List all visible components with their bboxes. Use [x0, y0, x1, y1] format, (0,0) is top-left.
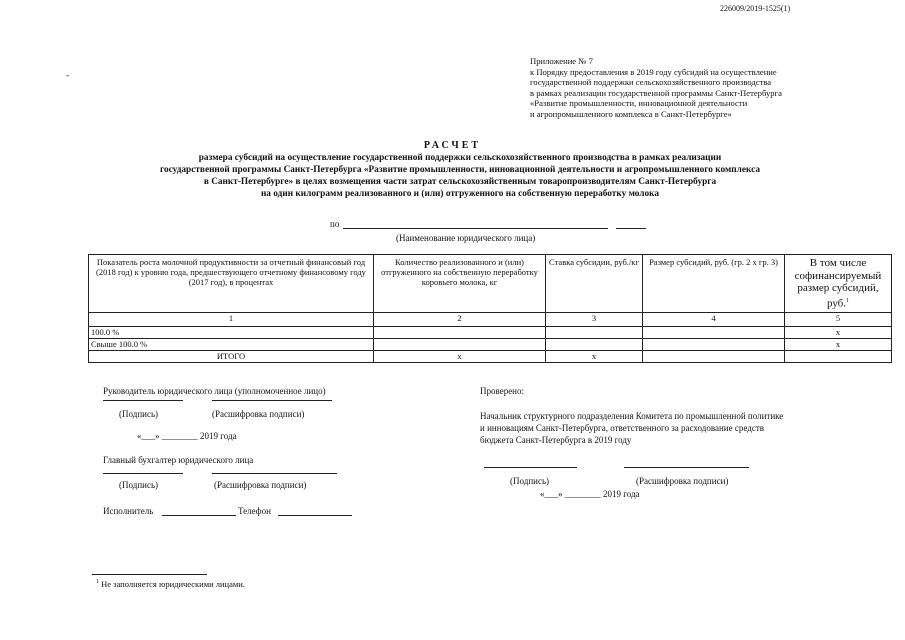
checker-org-line: Начальник структурного подразделения Комитета по промышленной политике [480, 411, 784, 421]
header-cofinanced-amount: В том числе софинансируемый размер субсидий, руб.$^1$ [785, 255, 892, 313]
calculation-table [88, 254, 892, 363]
head-sign-line[interactable] [103, 400, 183, 401]
appendix-line: Приложение № 7 [530, 56, 593, 66]
column-number: 1 [89, 312, 374, 326]
table-cell[interactable] [546, 338, 643, 350]
column-number: 3 [546, 312, 643, 326]
table-cell[interactable] [785, 350, 892, 362]
accountant-sign-label: (Подпись) [119, 480, 159, 490]
entity-name-row [330, 219, 646, 229]
head-date: «___» ________ 2019 года [137, 431, 237, 441]
accountant-decode-label: (Расшифровка подписи) [214, 480, 307, 490]
table-cell: x [374, 350, 546, 362]
phone-label: Телефон [238, 506, 271, 516]
accountant-sign-line[interactable] [103, 473, 183, 474]
head-title: Руководитель юридического лица (уполномоченное лицо) [103, 386, 326, 396]
row-label: ИТОГО [89, 350, 374, 362]
row-label: Свыше 100.0 % [89, 338, 374, 350]
table-cell[interactable] [643, 326, 785, 338]
table-cell[interactable] [374, 338, 546, 350]
appendix-line: к Порядку предоставления в 2019 году субсидий на осуществление [530, 66, 777, 77]
checker-sign-line[interactable] [484, 467, 577, 468]
table-cell[interactable] [643, 338, 785, 350]
phone-line[interactable] [278, 515, 352, 516]
head-sign-label: (Подпись) [119, 409, 159, 419]
table-row [89, 326, 892, 338]
header-growth-indicator: Показатель роста молочной продуктивности за отчетный финансовый год (2018 год) к уровню года, предшествующего отчетному финансовому году (2017 год), в процентах [89, 255, 374, 313]
document-subtitle [60, 152, 860, 200]
checker-org-line: бюджета Санкт-Петербурга в 2019 году [480, 435, 632, 445]
po-label: по [330, 219, 340, 229]
head-decode-label: (Расшифровка подписи) [212, 409, 305, 419]
checker-sign-label: (Подпись) [510, 476, 550, 486]
column-number: 4 [643, 312, 785, 326]
checker-decode-label: (Расшифровка подписи) [636, 476, 729, 486]
accountant-title: Главный бухгалтер юридического лица [103, 455, 254, 465]
table-cell[interactable] [374, 326, 546, 338]
entity-name-caption: (Наименование юридического лица) [396, 233, 536, 243]
document-id: 226009/2019-1525(1) [720, 4, 791, 13]
column-number: 2 [374, 312, 546, 326]
table-cell[interactable] [546, 326, 643, 338]
entity-name-field[interactable] [343, 219, 608, 229]
checker-org [480, 410, 783, 446]
footnote-mark: 1 [96, 579, 99, 586]
footnote: $^1$ Не заполняется юридическими лицами. [96, 579, 245, 589]
checker-date: «___» ________ 2019 года [540, 489, 640, 499]
header-milk-quantity: Количество реализованного и (или) отгруженного на собственную переработку коровьего молока, кг [374, 255, 546, 313]
table-row-total [89, 350, 892, 362]
checked-label: Проверено: [480, 386, 525, 396]
subtitle-line: на один килограмм реализованного и (или) отгруженного на собственную переработку молока [260, 189, 660, 199]
document-title: РАСЧЕТ [423, 140, 482, 151]
table-cell[interactable] [643, 350, 785, 362]
checker-org-line: и инновациям Санкт-Петербурга, ответственного за расходование средств [480, 423, 764, 433]
appendix-line: «Развитие промышленности, инновационной деятельности [530, 98, 748, 109]
subtitle-line: государственной программы Санкт-Петербурга «Развитие промышленности, инновационной деятельности и агропромышленного комплекса [160, 165, 760, 175]
subtitle-line: в Санкт-Петербурге» в целях возмещения части затрат сельскохозяйственным товаропроизводителям Санкт-Петербурга [203, 177, 717, 187]
subtitle-line: размера субсидий на осуществление государственной поддержки сельскохозяйственного производства в рамках реализации [198, 153, 722, 163]
head-decode-line[interactable] [212, 400, 332, 401]
footnote-mark: 1 [846, 297, 850, 304]
entity-name-field-tail [616, 219, 646, 229]
header-subsidy-amount: Размер субсидий, руб. (гр. 2 х гр. 3) [643, 255, 785, 313]
header-subsidy-rate: Ставка субсидии, руб./кг [546, 255, 643, 313]
appendix-line: в рамках реализации государственной программы Санкт-Петербурга [530, 87, 782, 98]
table-cell: x [546, 350, 643, 362]
appendix-line: государственной поддержки сельскохозяйственного производства [530, 77, 772, 88]
table-cell: x [785, 326, 892, 338]
checker-decode-line[interactable] [624, 467, 749, 468]
appendix-block [530, 56, 782, 120]
accountant-decode-line[interactable] [212, 473, 337, 474]
column-number: 5 [785, 312, 892, 326]
stray-mark: - [66, 70, 69, 80]
table-cell: x [785, 338, 892, 350]
appendix-line: и агропромышленного комплекса в Санкт-Петербурге» [530, 108, 732, 119]
footnote-rule [92, 574, 207, 575]
table-row [89, 338, 892, 350]
executor-label: Исполнитель [103, 506, 154, 516]
executor-line[interactable] [162, 515, 236, 516]
row-label: 100.0 % [89, 326, 374, 338]
